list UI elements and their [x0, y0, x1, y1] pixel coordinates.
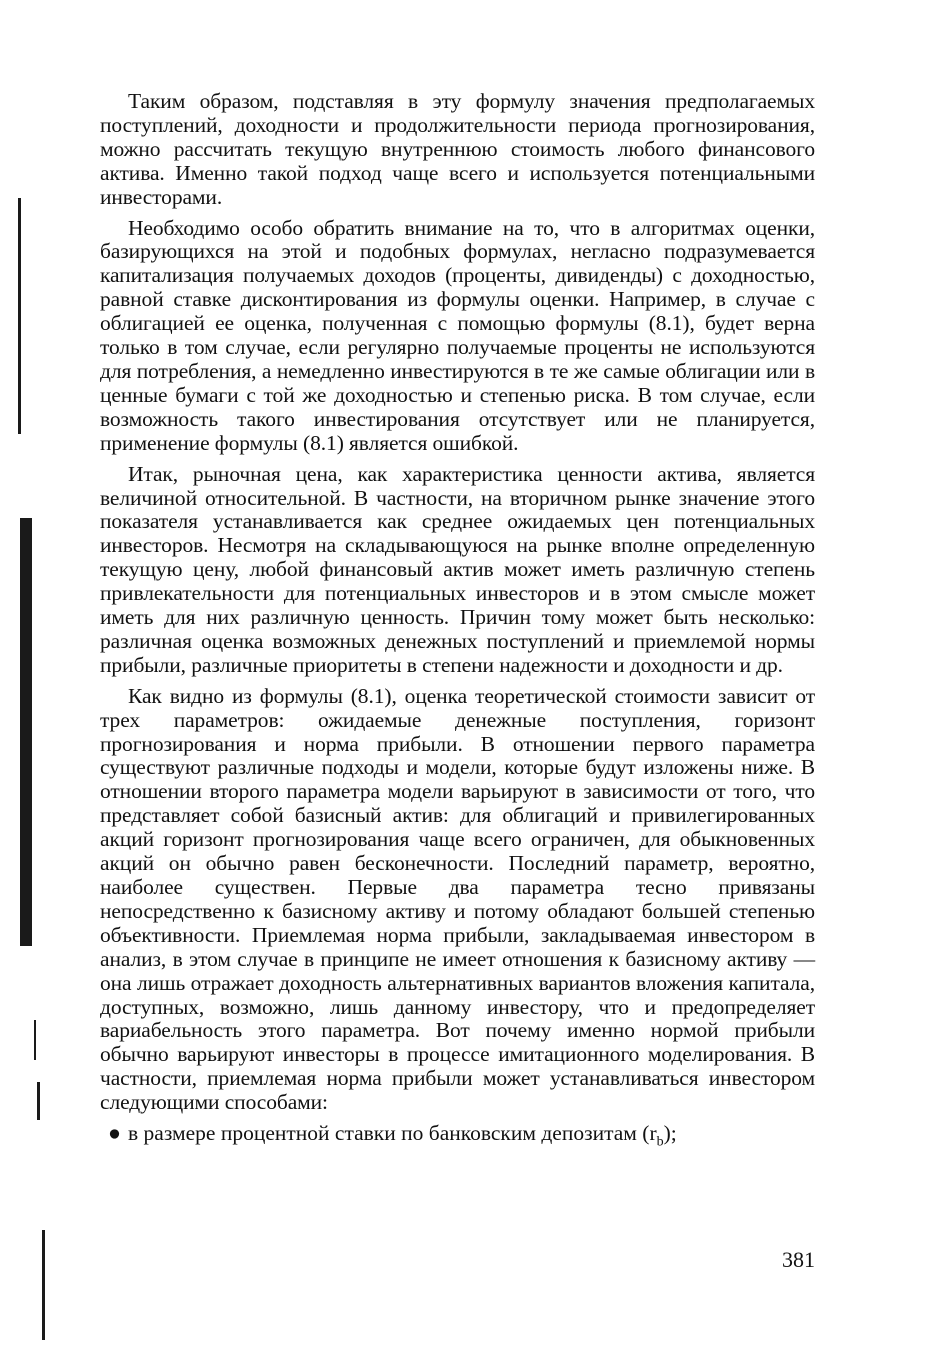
paragraph-4: Как видно из формулы (8.1), оценка теоретической стоимости зависит от трех параметров: ожидаемые денежные поступления, горизонт прогнозирования и норма прибыли. В отношении первого параметра существуют различные подходы и модели, которые будут изложены ниже. В отношении второго параметра модели варьируют в зависимости от того, что представляет собой базисный актив: для облигаций и привилегированных акций горизонт прогнозирования чаще всего ограничен, для обыкновенных акций он обычно равен бесконечности. Последний параметр, вероятно, наиболее существен. Первые два параметра тесно привязаны непосредственно к базисному активу и потому обладают большей степенью объективности. Приемлемая норма прибыли, закладываемая инвестором в анализ, в этом случае в принципе не имеет отношения к базисному активу — она лишь отражает доходность альтернативных вариантов вложения капитала, доступных, возможно, лишь данному инвестору, что и предопределяет вариабельность этого параметра. Вот почему именно нормой прибыли обычно варьируют инвесторы в процессе имитационного моделирования. В частности, приемлемая норма прибыли может устанавливаться инвестором следующими способами:	[100, 683, 815, 1115]
list-item-subscript: b	[656, 1134, 664, 1150]
list-item-tail: );	[663, 1121, 677, 1146]
page-number: 381	[782, 1247, 815, 1272]
bullet-dot-icon: ●	[108, 1121, 121, 1146]
scan-artifact-bottom	[42, 1230, 45, 1340]
list-item	[100, 1122, 815, 1154]
paragraph-3: Итак, рыночная цена, как характеристика ценности актива, является величиной относительной. В частности, на вторичном рынке значение этого показателя устанавливается как среднее ожидаемых цен потенциальных инвесторов. Несмотря на складывающуюся на рынке вполне определенную текущую цену, любой финансовый актив может иметь различную степень привлекательности для потенциальных инвесторов и в этом смысле может иметь для них различную ценность. Причин тому может быть несколько: различная оценка возможных денежных поступлений и приемлемой нормы прибыли, различные приоритеты в степени надежности и доходности и др.	[100, 461, 815, 677]
list-item-text: в размере процентной ставки по банковским депозитам (r	[128, 1121, 657, 1146]
body-text	[100, 90, 815, 1154]
scan-artifact-top	[18, 198, 21, 434]
paragraph-2: Необходимо особо обратить внимание на то, что в алгоритмах оценки, базирующихся на этой и подобных формулах, негласно подразумевается капитализация получаемых доходов (проценты, дивиденды) с доходностью, равной ставке дисконтирования из формулы оценки. Например, в случае с облигацией ее оценка, полученная с помощью формулы (8.1), будет верна только в том случае, если регулярно получаемые проценты не используются для потребления, а немедленно инвестируются в те же самые облигации или в ценные бумаги с той же доходностью и степенью риска. В том случае, если возможность такого инвестирования отсутствует или не планируется, применение формулы (8.1) является ошибкой.	[100, 215, 815, 455]
bullet-list	[100, 1122, 815, 1154]
scan-artifact-middle	[20, 518, 32, 946]
scan-artifact-lower	[34, 1020, 36, 1060]
paragraph-1: Таким образом, подставляя в эту формулу значения предполагаемых поступлений, доходности и продолжительности периода прогнозирования, можно рассчитать текущую внутреннюю стоимость любого финансового актива. Именно такой подход чаще всего и используется потенциальными инвесторами.	[100, 89, 815, 209]
scan-artifact-lower-2	[37, 1082, 40, 1120]
